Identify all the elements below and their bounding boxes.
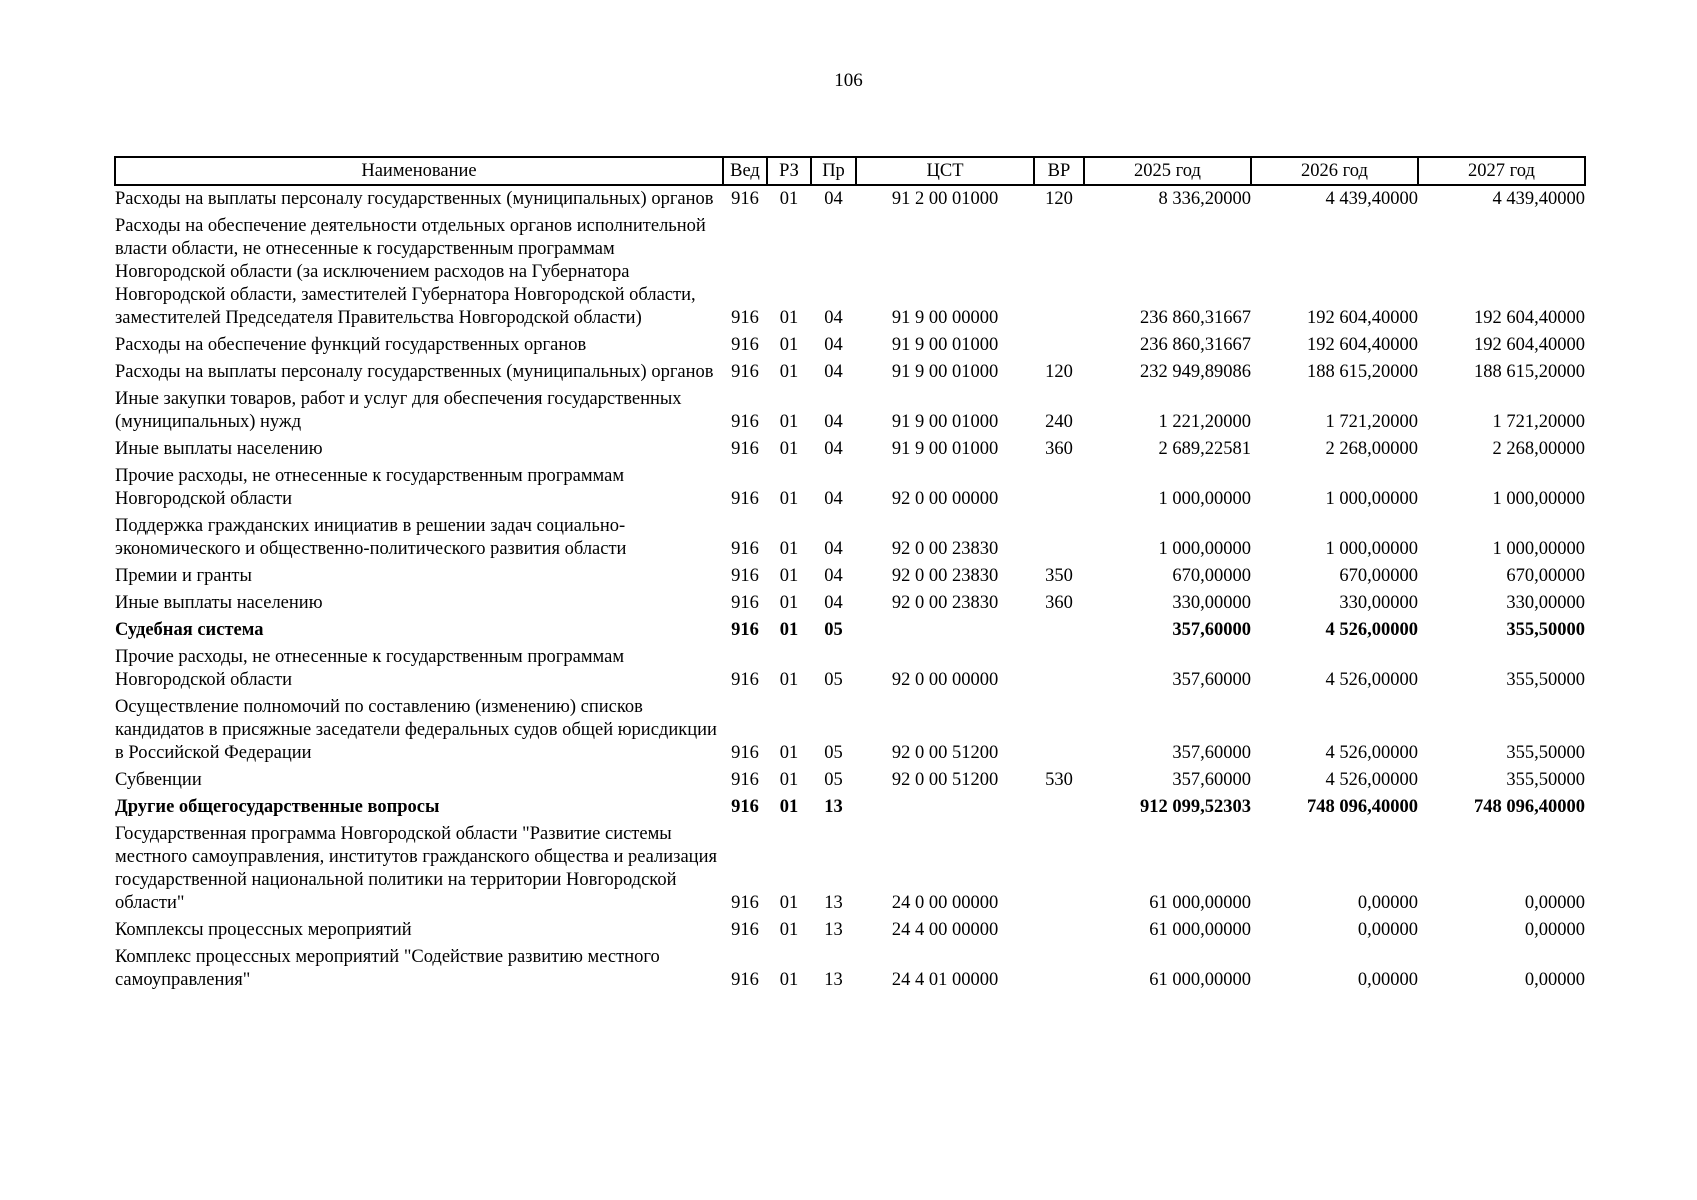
cell-pr: 04 — [824, 566, 843, 586]
cell-2026: 4 526,00000 — [1325, 670, 1418, 690]
cell-cst: 92 0 00 23830 — [891, 539, 999, 559]
cell-cst: 91 9 00 01000 — [891, 335, 999, 355]
table-body — [115, 185, 1585, 994]
cell-ved: 916 — [731, 797, 759, 817]
cell-2027: 355,50000 — [1506, 743, 1585, 763]
cell-pr: 04 — [824, 189, 843, 209]
cell-rz: 01 — [779, 920, 799, 940]
cell-2025: 8 336,20000 — [1158, 189, 1251, 209]
cell-2027: 748 096,40000 — [1474, 797, 1585, 817]
cell-vr: 530 — [1045, 770, 1073, 790]
cell-rz: 01 — [779, 362, 799, 382]
cell-2025: 61 000,00000 — [1149, 893, 1251, 913]
cell-2026: 4 526,00000 — [1325, 770, 1418, 790]
table-row — [115, 944, 1585, 994]
cell-rz: 01 — [779, 743, 799, 763]
cell-ved: 916 — [731, 893, 759, 913]
cell-vr — [1034, 513, 1084, 563]
cell-2026: 4 526,00000 — [1325, 743, 1418, 763]
cell-pr: 04 — [824, 489, 843, 509]
cell-vr — [1034, 463, 1084, 513]
table-row — [115, 694, 1585, 767]
cell-vr — [1034, 821, 1084, 917]
cell-cst: 92 0 00 23830 — [891, 593, 999, 613]
cell-rz: 01 — [779, 566, 799, 586]
cell-2026: 188 615,20000 — [1307, 362, 1418, 382]
cell-2026: 0,00000 — [1357, 970, 1418, 990]
cell-rz: 01 — [779, 539, 799, 559]
header-pr: Пр — [811, 157, 856, 185]
cell-vr: 360 — [1045, 593, 1073, 613]
cell-rz: 01 — [779, 970, 799, 990]
cell-rz: 01 — [779, 893, 799, 913]
budget-table — [114, 156, 1586, 994]
cell-rz: 01 — [779, 489, 799, 509]
cell-pr: 13 — [824, 970, 843, 990]
cell-pr: 04 — [824, 412, 843, 432]
cell-name: Премии и гранты — [115, 566, 252, 586]
cell-vr — [1034, 213, 1084, 332]
cell-name: Прочие расходы, не отнесенные к государственным программам Новгородской области — [115, 647, 625, 690]
cell-ved: 916 — [731, 670, 759, 690]
cell-ved: 916 — [731, 770, 759, 790]
cell-cst — [856, 794, 1034, 821]
cell-2027: 0,00000 — [1524, 970, 1585, 990]
cell-name: Иные выплаты населению — [115, 439, 323, 459]
cell-2025: 1 221,20000 — [1158, 412, 1251, 432]
cell-name: Расходы на обеспечение функций государственных органов — [115, 335, 587, 355]
cell-2025: 61 000,00000 — [1149, 970, 1251, 990]
cell-vr — [1034, 332, 1084, 359]
cell-ved: 916 — [731, 920, 759, 940]
cell-cst: 24 4 00 00000 — [891, 920, 999, 940]
cell-vr — [1034, 694, 1084, 767]
cell-2027: 192 604,40000 — [1474, 308, 1585, 328]
cell-ved: 916 — [731, 335, 759, 355]
cell-pr: 04 — [824, 335, 843, 355]
header-cst: ЦСТ — [856, 157, 1034, 185]
cell-2027: 1 721,20000 — [1492, 412, 1585, 432]
cell-pr: 05 — [824, 670, 843, 690]
cell-2026: 1 000,00000 — [1325, 489, 1418, 509]
cell-2025: 1 000,00000 — [1158, 489, 1251, 509]
table-row — [115, 563, 1585, 590]
cell-cst: 92 0 00 00000 — [891, 670, 999, 690]
cell-cst: 24 0 00 00000 — [891, 893, 999, 913]
cell-vr: 120 — [1045, 362, 1073, 382]
cell-2025: 670,00000 — [1172, 566, 1251, 586]
cell-cst: 91 9 00 01000 — [891, 362, 999, 382]
cell-pr: 05 — [824, 743, 843, 763]
cell-2027: 0,00000 — [1524, 893, 1585, 913]
table-row — [115, 436, 1585, 463]
cell-pr: 04 — [824, 362, 843, 382]
table-row — [115, 332, 1585, 359]
cell-rz: 01 — [779, 620, 799, 640]
cell-vr: 350 — [1045, 566, 1073, 586]
cell-2027: 670,00000 — [1506, 566, 1585, 586]
cell-vr — [1034, 644, 1084, 694]
cell-vr: 240 — [1045, 412, 1073, 432]
cell-vr — [1034, 917, 1084, 944]
cell-ved: 916 — [731, 489, 759, 509]
cell-2026: 2 268,00000 — [1325, 439, 1418, 459]
header-vr: ВР — [1034, 157, 1084, 185]
cell-rz: 01 — [779, 412, 799, 432]
cell-2026: 4 439,40000 — [1325, 189, 1418, 209]
cell-pr: 13 — [824, 797, 843, 817]
header-2027: 2027 год — [1418, 157, 1585, 185]
table-row — [115, 794, 1585, 821]
cell-name: Расходы на выплаты персоналу государственных (муниципальных) органов — [115, 362, 714, 382]
cell-rz: 01 — [779, 770, 799, 790]
cell-name: Комплекс процессных мероприятий "Содействие развитию местного самоуправления" — [115, 947, 660, 990]
table-row — [115, 617, 1585, 644]
cell-ved: 916 — [731, 743, 759, 763]
cell-2025: 357,60000 — [1172, 770, 1251, 790]
cell-2026: 4 526,00000 — [1325, 620, 1418, 640]
cell-ved: 916 — [731, 412, 759, 432]
cell-name: Судебная система — [115, 620, 264, 640]
cell-2026: 330,00000 — [1339, 593, 1418, 613]
cell-cst: 24 4 01 00000 — [891, 970, 999, 990]
cell-2025: 236 860,31667 — [1140, 308, 1251, 328]
cell-ved: 916 — [731, 970, 759, 990]
cell-cst: 92 0 00 51200 — [891, 770, 999, 790]
cell-2027: 355,50000 — [1506, 620, 1585, 640]
cell-name: Прочие расходы, не отнесенные к государственным программам Новгородской области — [115, 466, 625, 509]
cell-ved: 916 — [731, 620, 759, 640]
cell-cst — [856, 617, 1034, 644]
cell-rz: 01 — [779, 308, 799, 328]
cell-cst: 91 9 00 00000 — [891, 308, 999, 328]
cell-name: Расходы на обеспечение деятельности отдельных органов исполнительной власти области, не отнесенные к государственным программам Новгородской области (за исключением расходов на Губернатора Новгородской области, заместителей Губернатора Новгородской области, заместителей Председателя Правительства Новгородской области) — [115, 216, 706, 328]
table-row — [115, 590, 1585, 617]
cell-2025: 912 099,52303 — [1140, 797, 1251, 817]
cell-ved: 916 — [731, 362, 759, 382]
cell-name: Осуществление полномочий по составлению (изменению) списков кандидатов в присяжные заседатели федеральных судов общей юрисдикции в Российской Федерации — [115, 697, 717, 763]
cell-ved: 916 — [731, 308, 759, 328]
cell-pr: 13 — [824, 893, 843, 913]
header-ved: Вед — [723, 157, 767, 185]
cell-name: Поддержка гражданских инициатив в решении задач социально-экономического и общественно-политического развития области — [115, 516, 627, 559]
cell-2025: 357,60000 — [1172, 620, 1251, 640]
cell-2025: 236 860,31667 — [1140, 335, 1251, 355]
cell-vr — [1034, 794, 1084, 821]
cell-rz: 01 — [779, 189, 799, 209]
header-rz: РЗ — [767, 157, 811, 185]
cell-2026: 748 096,40000 — [1307, 797, 1418, 817]
table-row — [115, 644, 1585, 694]
cell-name: Расходы на выплаты персоналу государственных (муниципальных) органов — [115, 189, 714, 209]
cell-pr: 05 — [824, 770, 843, 790]
page-number: 106 — [834, 70, 863, 91]
cell-2026: 1 000,00000 — [1325, 539, 1418, 559]
header-2026: 2026 год — [1251, 157, 1418, 185]
cell-2027: 1 000,00000 — [1492, 539, 1585, 559]
cell-pr: 05 — [824, 620, 843, 640]
cell-2025: 61 000,00000 — [1149, 920, 1251, 940]
cell-vr: 360 — [1045, 439, 1073, 459]
cell-cst: 92 0 00 00000 — [891, 489, 999, 509]
table-row — [115, 917, 1585, 944]
cell-pr: 04 — [824, 539, 843, 559]
cell-2026: 1 721,20000 — [1325, 412, 1418, 432]
cell-2025: 1 000,00000 — [1158, 539, 1251, 559]
cell-name: Комплексы процессных мероприятий — [115, 920, 412, 940]
header-name: Наименование — [115, 157, 723, 185]
cell-name: Иные выплаты населению — [115, 593, 323, 613]
cell-pr: 04 — [824, 308, 843, 328]
cell-2027: 355,50000 — [1506, 670, 1585, 690]
cell-ved: 916 — [731, 439, 759, 459]
cell-rz: 01 — [779, 797, 799, 817]
cell-2027: 188 615,20000 — [1474, 362, 1585, 382]
cell-rz: 01 — [779, 335, 799, 355]
cell-2027: 0,00000 — [1524, 920, 1585, 940]
cell-2026: 192 604,40000 — [1307, 335, 1418, 355]
cell-2026: 192 604,40000 — [1307, 308, 1418, 328]
cell-2027: 4 439,40000 — [1492, 189, 1585, 209]
cell-2025: 330,00000 — [1172, 593, 1251, 613]
cell-2027: 1 000,00000 — [1492, 489, 1585, 509]
table-row — [115, 386, 1585, 436]
cell-name: Субвенции — [115, 770, 202, 790]
header-2025: 2025 год — [1084, 157, 1251, 185]
cell-name: Иные закупки товаров, работ и услуг для обеспечения государственных (муниципальных) нужд — [115, 389, 682, 432]
cell-cst: 91 2 00 01000 — [891, 189, 999, 209]
cell-vr — [1034, 617, 1084, 644]
cell-ved: 916 — [731, 593, 759, 613]
cell-2026: 670,00000 — [1339, 566, 1418, 586]
cell-ved: 916 — [731, 539, 759, 559]
cell-cst: 92 0 00 23830 — [891, 566, 999, 586]
cell-2027: 2 268,00000 — [1492, 439, 1585, 459]
table-row — [115, 513, 1585, 563]
cell-2025: 232 949,89086 — [1140, 362, 1251, 382]
table-row — [115, 185, 1585, 213]
cell-ved: 916 — [731, 566, 759, 586]
cell-rz: 01 — [779, 439, 799, 459]
table-row — [115, 359, 1585, 386]
cell-pr: 04 — [824, 439, 843, 459]
cell-ved: 916 — [731, 189, 759, 209]
cell-rz: 01 — [779, 670, 799, 690]
cell-2027: 355,50000 — [1506, 770, 1585, 790]
cell-2026: 0,00000 — [1357, 920, 1418, 940]
table-row — [115, 767, 1585, 794]
cell-2027: 330,00000 — [1506, 593, 1585, 613]
cell-cst: 91 9 00 01000 — [891, 412, 999, 432]
table-row — [115, 213, 1585, 332]
cell-cst: 92 0 00 51200 — [891, 743, 999, 763]
table-row — [115, 463, 1585, 513]
cell-2027: 192 604,40000 — [1474, 335, 1585, 355]
cell-cst: 91 9 00 01000 — [891, 439, 999, 459]
cell-rz: 01 — [779, 593, 799, 613]
cell-pr: 13 — [824, 920, 843, 940]
cell-name: Другие общегосударственные вопросы — [115, 797, 440, 817]
cell-2025: 357,60000 — [1172, 670, 1251, 690]
cell-2026: 0,00000 — [1357, 893, 1418, 913]
cell-pr: 04 — [824, 593, 843, 613]
cell-vr — [1034, 944, 1084, 994]
cell-2025: 357,60000 — [1172, 743, 1251, 763]
cell-vr: 120 — [1045, 189, 1073, 209]
cell-name: Государственная программа Новгородской области "Развитие системы местного самоуправления, институтов гражданского общества и реализация государственной национальной политики на территории Новгородской области" — [115, 824, 717, 913]
table-row — [115, 821, 1585, 917]
table-header-row — [115, 157, 1585, 185]
cell-2025: 2 689,22581 — [1158, 439, 1251, 459]
